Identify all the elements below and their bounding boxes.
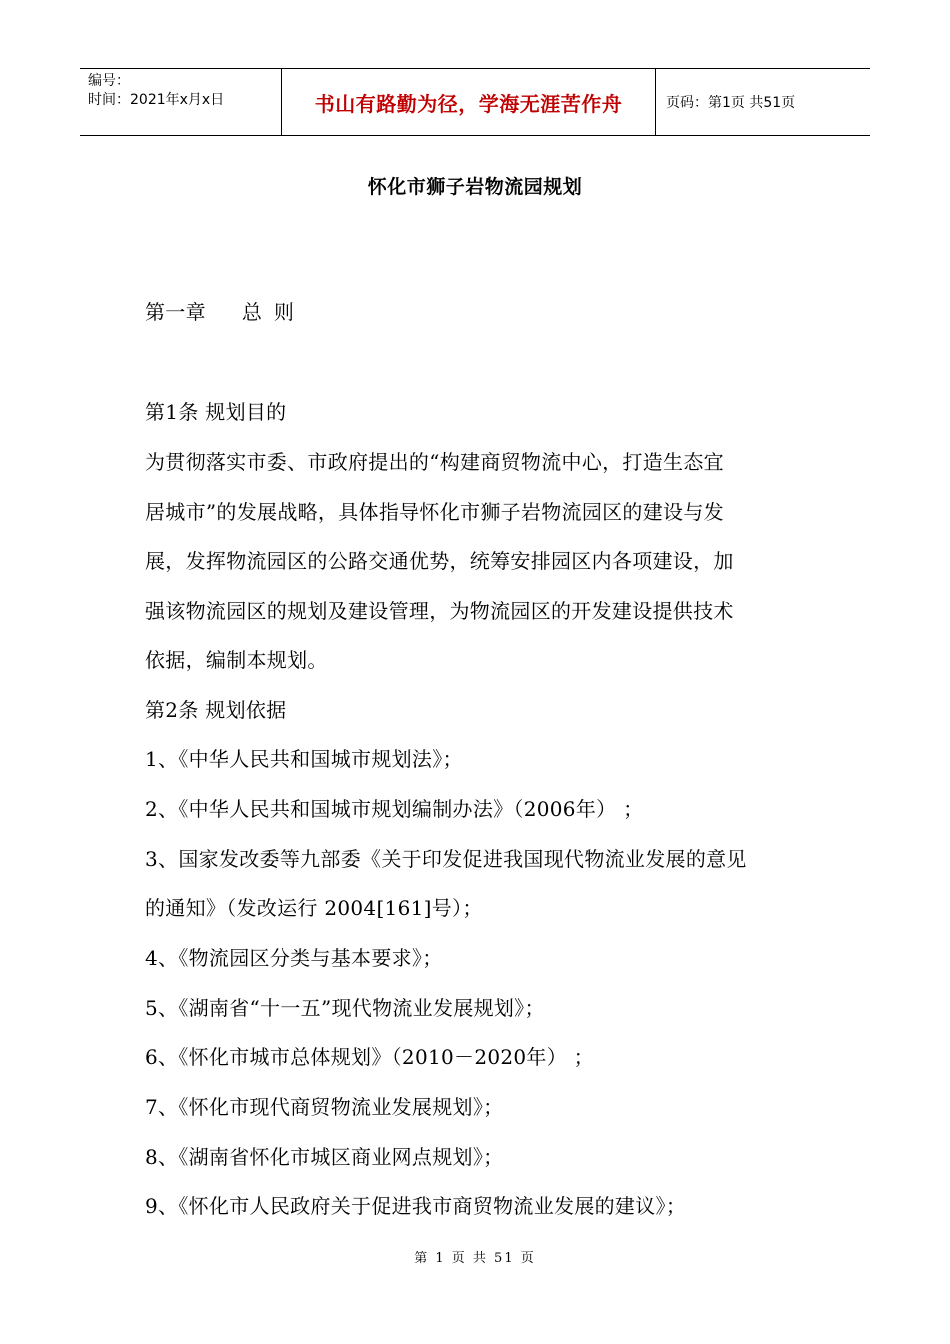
list-item: 2、《中华人民共和国城市规划编制办法》（2006年） ；	[145, 797, 644, 821]
header-motto-cell	[282, 69, 656, 135]
header-page-info: 页码：第1页 共51页	[666, 95, 796, 111]
paragraph-line: 居城市”的发展战略，具体指导怀化市狮子岩物流园区的建设与发	[145, 500, 724, 524]
list-item: 8、《湖南省怀化市城区商业网点规划》；	[145, 1145, 504, 1169]
list-item: 5、《湖南省“十一五”现代物流业发展规划》；	[145, 996, 545, 1020]
list-item: 4、《物流园区分类与基本要求》；	[145, 946, 443, 970]
list-item: 1、《中华人民共和国城市规划法》；	[145, 747, 463, 771]
header-page-cell	[656, 69, 870, 135]
chapter-heading	[145, 296, 306, 325]
document-number-label: 编号：	[88, 73, 130, 89]
paragraph-line: 为贯彻落实市委、市政府提出的“构建商贸物流中心，打造生态宜	[145, 450, 724, 474]
article-heading: 第2条 规划依据	[145, 698, 287, 722]
chapter-number: 第一章	[145, 300, 206, 324]
document-header	[80, 68, 870, 136]
chapter-title: 总则	[241, 300, 306, 324]
paragraph-line: 展，发挥物流园区的公路交通优势，统筹安排园区内各项建设，加	[145, 549, 734, 573]
document-time-label: 时间：2021年x月x日	[88, 92, 225, 108]
header-meta-cell	[80, 69, 282, 135]
list-item: 9、《怀化市人民政府关于促进我市商贸物流业发展的建议》；	[145, 1194, 687, 1218]
list-item: 6、《怀化市城市总体规划》（2010－2020年） ；	[145, 1045, 594, 1069]
paragraph-line: 依据，编制本规划。	[145, 648, 328, 672]
document-title: 怀化市狮子岩物流园规划	[367, 176, 583, 198]
list-item: 3、国家发改委等九部委《关于印发促进我国现代物流业发展的意见	[145, 847, 747, 871]
header-motto: 书山有路勤为径，学海无涯苦作舟	[314, 91, 623, 116]
page-footer: 第 1 页 共 51 页	[414, 1251, 536, 1266]
list-item: 7、《怀化市现代商贸物流业发展规划》；	[145, 1095, 504, 1119]
article-heading: 第1条 规划目的	[145, 400, 287, 424]
paragraph-line: 强该物流园区的规划及建设管理，为物流园区的开发建设提供技术	[145, 599, 734, 623]
list-item: 的通知》（发改运行 2004[161]号）；	[145, 896, 483, 920]
